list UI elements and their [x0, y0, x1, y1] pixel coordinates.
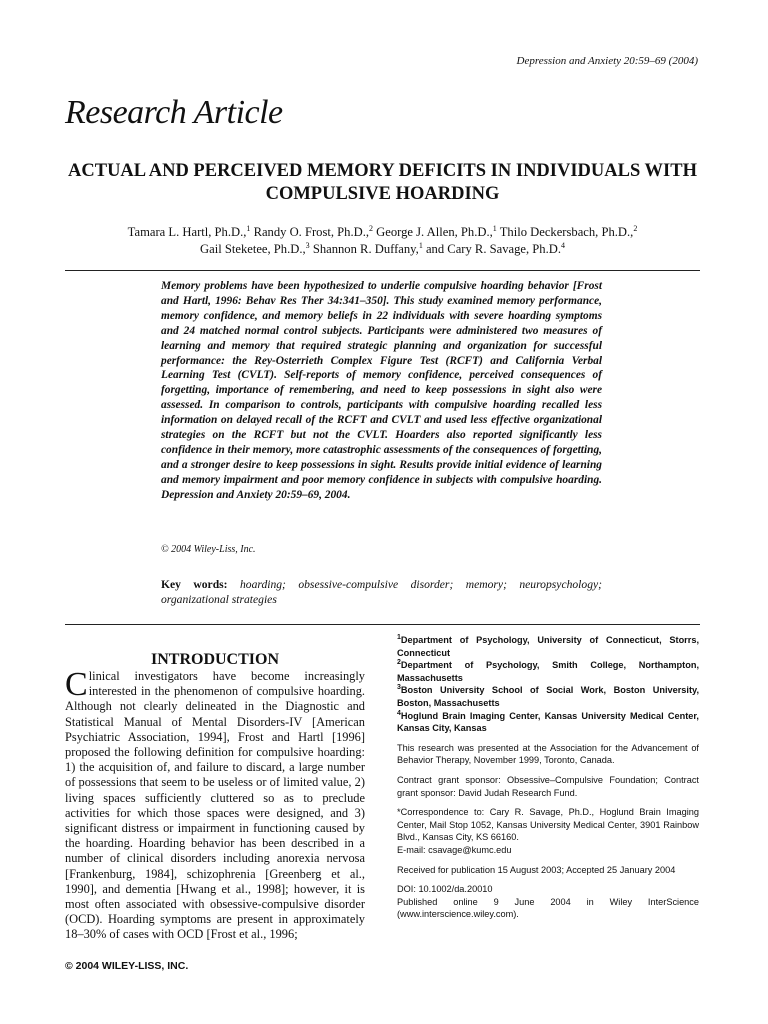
- doi-note: [397, 883, 699, 921]
- keywords-list: hoarding; obsessive-compulsive disorder; memory; neuropsychology; organizational strategies: [161, 578, 602, 606]
- section-type-label: Research Article: [65, 94, 283, 131]
- keywords-divider: [65, 624, 700, 625]
- affiliation-item: [397, 710, 699, 735]
- introduction-heading: INTRODUCTION: [150, 651, 279, 668]
- author-list: [65, 224, 700, 258]
- published-online: Published online 9 June 2004 in Wiley InterScience (www.interscience.wiley.com).: [397, 896, 699, 920]
- correspondence-note: [397, 806, 699, 856]
- keywords-label: Key words:: [161, 578, 228, 591]
- footnotes-column: [397, 634, 699, 921]
- affiliation-item: [397, 634, 699, 659]
- affiliation-item: [397, 684, 699, 709]
- footer-copyright: © 2004 WILEY-LISS, INC.: [65, 960, 189, 972]
- abstract-text: Memory problems have been hypothesized to underlie compulsive hoarding behavior [Frost and Hartl, 1996: Behav Res Ther 34:341–350]. This study examined memory performance, memory confidence, and memory beliefs in 22 individuals with severe hoarding symptoms and 24 matched normal control subjects. Participants were administered two measures of learning and memory that required strategic planning and organization for successful performance: the Rey-Osterrieth Complex Figure Test (RCFT) and California Verbal Learning Test (CVLT). Self-reports of memory confidence, perceived consequences of forgetting, importance of remembering, and need to keep possessions in sight also were assessed. In comparison to controls, participants with compulsive hoarding recalled less information on delayed recall of the RCFT and CVLT and used less effective organizational strategies on the RCFT but not the CVLT. Hoarders also reported significantly less confidence in their memory, more catastrophic assessments of the consequences of forgetting, and a stronger desire to keep possessions in sight. Results provide initial evidence of learning and memory impairment and poor memory confidence in subjects with compulsive hoarding. Depression and Anxiety 20:59–69, 2004.: [161, 280, 602, 501]
- affiliation-mark: 3: [397, 684, 401, 692]
- author-name: and Cary R. Savage, Ph.D.: [425, 242, 561, 256]
- author-affiliation-mark: 1: [418, 240, 423, 250]
- author-affiliation-mark: 2: [369, 223, 374, 233]
- author-affiliation-mark: 1: [246, 223, 251, 233]
- keywords: [161, 578, 602, 607]
- received-note: Received for publication 15 August 2003; Accepted 25 January 2004: [397, 864, 676, 875]
- author-name: Randy O. Frost, Ph.D.,: [253, 225, 370, 239]
- drop-cap: C: [65, 666, 88, 703]
- correspondence-email[interactable]: E-mail: csavage@kumc.edu: [397, 844, 512, 855]
- author-affiliation-mark: 2: [633, 223, 638, 233]
- author-name: Tamara L. Hartl, Ph.D.,: [127, 225, 247, 239]
- affiliation-text: Hoglund Brain Imaging Center, Kansas University Medical Center, Kansas City, Kansas: [397, 710, 699, 734]
- affiliation-mark: 2: [397, 659, 401, 667]
- grant-note: Contract grant sponsor: Obsessive–Compulsive Foundation; Contract grant sponsor: David Judah Research Fund.: [397, 774, 699, 798]
- abstract-copyright: © 2004 Wiley-Liss, Inc.: [161, 544, 256, 555]
- introduction-text: linical investigators have become increasingly interested in the phenomenon of compulsive hoarding. Although not clearly delineated in the Diagnostic and Statistical Manual of Mental Disorders-IV [American Psychiatric Association, 1994], Frost and Hartl [1996] proposed the following definition for compulsive hoarding: 1) the acquisition of, and failure to discard, a large number of possessions that seem to be useless or of limited value, 2) living spaces sufficiently cluttered so as to preclude activities for which those spaces were designed, and 3) significant distress or impairment in functioning caused by the hoarding. Hoarding behavior has been described in a number of clinical disorders including anorexia nervosa [Frankenburg, 1984], schizophrenia [Greenberg et al., 1990], and dementia [Hwang et al., 1998]; however, it is most often associated with obsessive-compulsive disorder (OCD). Hoarding symptoms are present in approximately 18–30% of cases with OCD [Frost et al., 1996;: [65, 669, 365, 942]
- author-name: Thilo Deckersbach, Ph.D.,: [499, 225, 634, 239]
- affiliation-text: Department of Psychology, University of Connecticut, Storrs, Connecticut: [397, 635, 699, 658]
- article-title: ACTUAL AND PERCEIVED MEMORY DEFICITS IN INDIVIDUALS WITH COMPULSIVE HOARDING: [68, 161, 697, 204]
- affiliation-mark: 4: [397, 709, 401, 717]
- author-name: George J. Allen, Ph.D.,: [376, 225, 493, 239]
- author-affiliation-mark: 3: [305, 240, 310, 250]
- doi: DOI: 10.1002/da.20010: [397, 884, 493, 895]
- presentation-note: This research was presented at the Association for the Advancement of Behavior Therapy, November 1999, Toronto, Canada.: [397, 742, 699, 766]
- header-divider: [65, 270, 700, 271]
- author-name: Gail Steketee, Ph.D.,: [200, 242, 306, 256]
- affiliation-mark: 1: [397, 633, 401, 641]
- journal-header: Depression and Anxiety 20:59–69 (2004): [516, 55, 698, 67]
- affiliation-item: [397, 659, 699, 684]
- author-name: Shannon R. Duffany,: [312, 242, 419, 256]
- introduction-body: [65, 666, 365, 943]
- correspondence-address: *Correspondence to: Cary R. Savage, Ph.D., Hoglund Brain Imaging Center, Mail Stop 1052, Kansas University Medical Center, 3901 Rainbow Blvd., Kansas City, KS 66160.: [397, 807, 699, 843]
- author-affiliation-mark: 1: [492, 223, 497, 233]
- author-affiliation-mark: 4: [560, 240, 565, 250]
- affiliation-text: Boston University School of Social Work, Boston University, Boston, Massachusetts: [397, 685, 699, 708]
- affiliation-text: Department of Psychology, Smith College, Northampton, Massachusetts: [397, 660, 699, 683]
